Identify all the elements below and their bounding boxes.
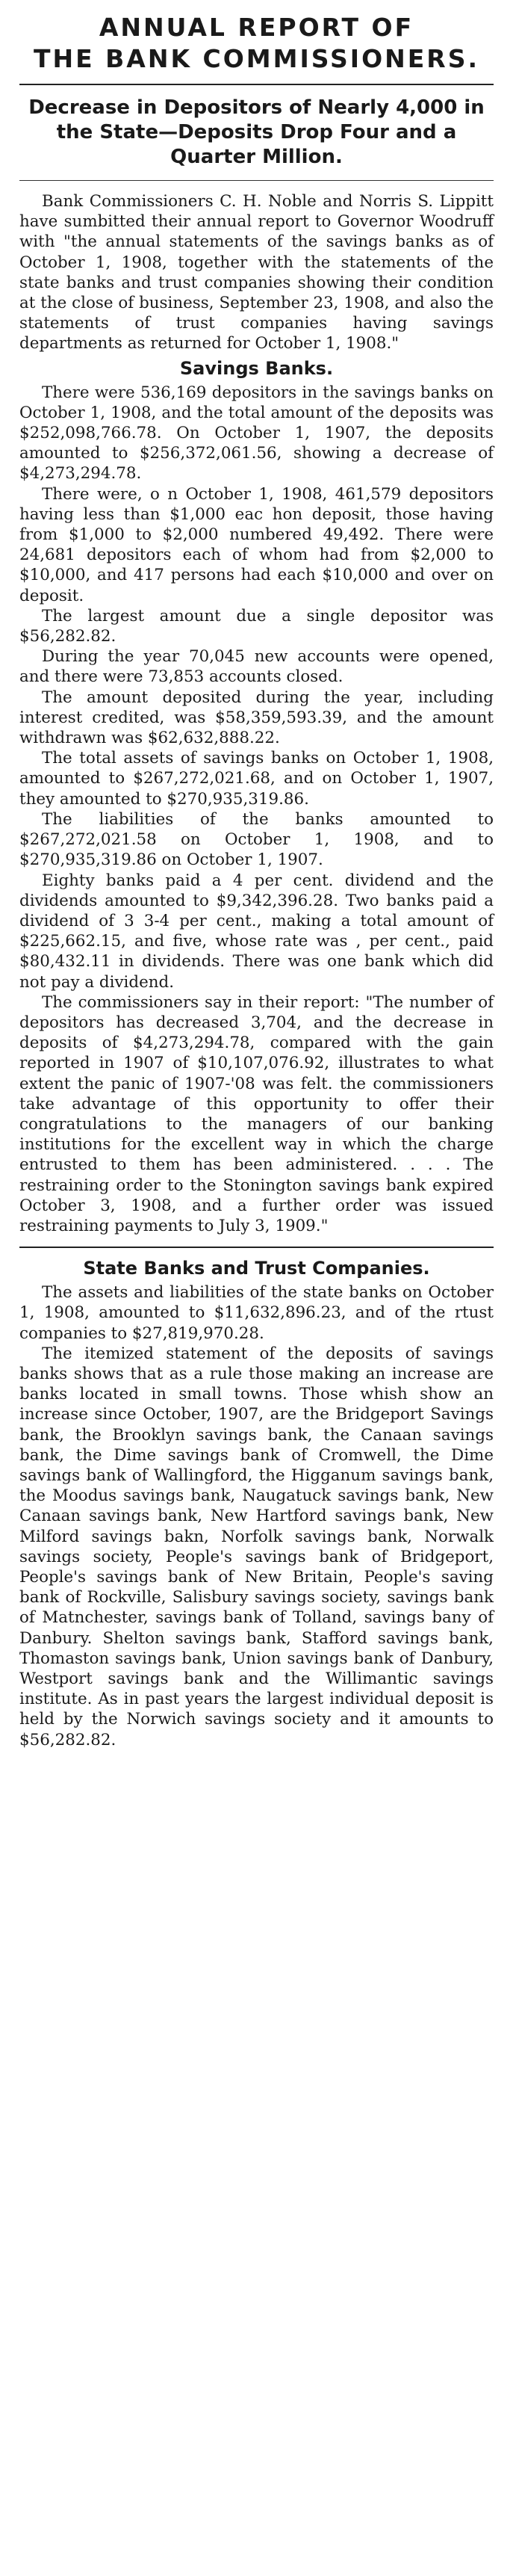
headline-line-2: THE BANK COMMISSIONERS. — [33, 44, 480, 73]
paragraph: There were 536,169 depositors in the savings banks on October 1, 1908, and the total amount of the deposits was $252,098,766.78. On October 1, 1907, the deposits amounted to $256,372,061.56, showing a decrease of $4,273,294.78. — [19, 383, 494, 484]
paragraph: The largest amount due a single depositor was $56,282.82. — [19, 606, 494, 646]
deck-subheadline: Decrease in Depositors of Nearly 4,000 in the State—Deposits Drop Four and a Quarter Million. — [28, 96, 485, 168]
paragraph: The itemized statement of the deposits of savings banks shows that as a rule those making an increase are banks located in small towns. Those whish show an increase since October, 1907, are the Bridgeport Savings bank, the Brooklyn savings bank, the Canaan savings bank, the Dime savings bank of Cromwell, the Dime savings bank of Wallingford, the Higganum savings bank, the Moodus savings bank, Naugatuck savings bank, New Canaan savings bank, New Hartford savings bank, New Milford savings bakn, Norfolk savings bank, Norwalk savings society, People's savings bank of Bridgeport, People's savings bank of New Britain, People's saving bank of Rockville, Salisbury savings society, savings bank of Matnchester, savings bank of Tolland, savings bany of Danbury. Shelton savings bank, Stafford savings bank, Thomaston savings bank, Union savings bank of Danbury, Westport savings bank and the Willimantic savings institute. As in past years the largest individual deposit is held by the Norwich savings society and it amounts to $56,282.82. — [19, 1344, 494, 1749]
section-rule — [19, 1247, 494, 1248]
paragraph: During the year 70,045 new accounts were opened, and there were 73,853 accounts closed. — [19, 647, 494, 687]
headline-line-1: ANNUAL REPORT OF — [99, 13, 414, 42]
paragraph: The total assets of savings banks on October 1, 1908, amounted to $267,272,021.68, and on October 1, 1907, they amounted to $270,935,319.86. — [19, 749, 494, 809]
headline-rule — [19, 84, 494, 85]
paragraph: The commissioners say in their report: "The number of depositors has decreased 3,704, and the decrease in deposits of $4,273,294.78, compared with the gain reported in 1907 of $10,107,076.92, illustrates to what extent the panic of 1907-'08 was felt. the commissioners take advantage of this opportunity to offer their congratulations to the managers of our banking institutions for the excellent way in which the charge entrusted to them has been administered. . . . The restraining order to the Stonington savings bank expired October 3, 1908, and a further order was issued restraining payments to July 3, 1909." — [19, 992, 494, 1235]
paragraph: The amount deposited during the year, including interest credited, was $58,359,593.39, and the amount withdrawn was $62,632,888.22. — [19, 688, 494, 748]
article-body — [19, 191, 494, 1750]
paragraph: The assets and liabilities of the state banks on October 1, 1908, amounted to $11,632,896.23, and of the rtust companies to $27,819,970.28. — [19, 1283, 494, 1343]
section-heading-savings-banks: Savings Banks. — [179, 357, 334, 379]
headline-block — [19, 0, 494, 84]
paragraph: Eighty banks paid a 4 per cent. dividend and the dividends amounted to $9,342,396.28. Two banks paid a dividend of 3 3-4 per cent., making a total amount of $225,662.15, and five, whose rate was , per cent., paid $80,432.11 in dividends. There was one bank which did not pay a dividend. — [19, 871, 494, 992]
paragraph: The liabilities of the banks amounted to $267,272,021.58 on October 1, 1908, and to $270,935,319.86 on October 1, 1907. — [19, 809, 494, 870]
paragraph: There were, o n October 1, 1908, 461,579 depositors having less than $1,000 eac hon deposit, those having from $1,000 to $2,000 numbered 49,492. There were 24,681 depositors each of whom had from $2,000 to $10,000, and 417 persons had each $10,000 and over on deposit. — [19, 484, 494, 605]
section-heading-state-banks: State Banks and Trust Companies. — [83, 1258, 430, 1279]
intro-paragraph: Bank Commissioners C. H. Noble and Norris S. Lippitt have sumbitted their annual report to Governor Woodruff with "the annual statements of the savings banks as of October 1, 1908, together with the statements of the state banks and trust companies showing their condition at the close of business, September 23, 1908, and also the statements of trust companies having savings departments as returned for October 1, 1908." — [19, 192, 494, 353]
deck-rule — [19, 180, 494, 181]
